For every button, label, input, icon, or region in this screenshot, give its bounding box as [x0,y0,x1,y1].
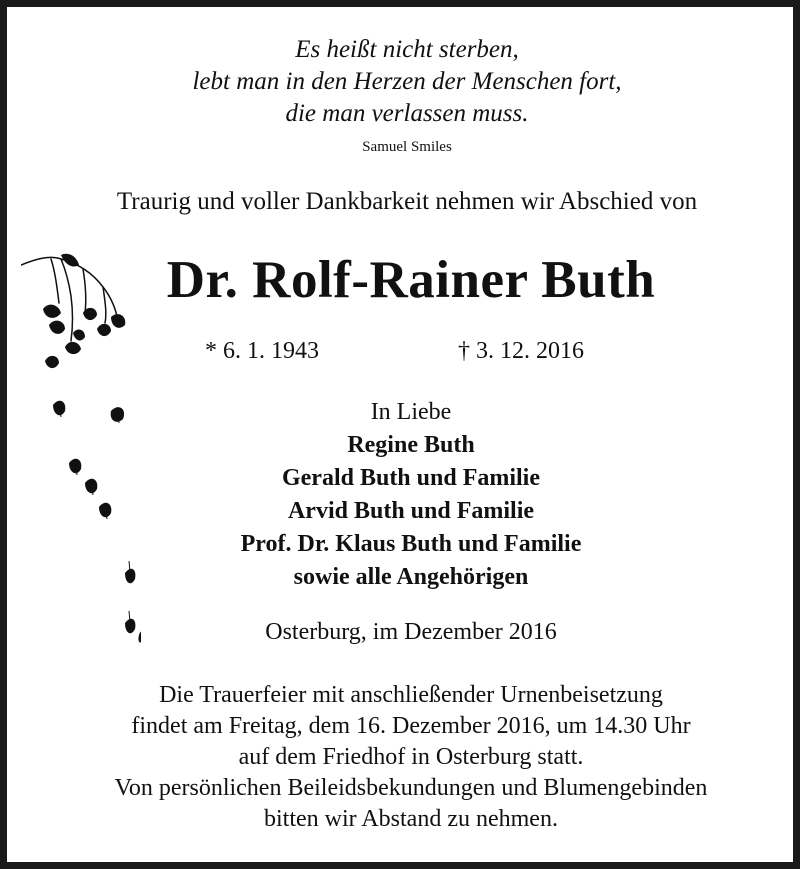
birth-date: * 6. 1. 1943 [205,338,319,364]
mourner-name: Gerald Buth und Familie [281,465,541,491]
mourner-name: Prof. Dr. Klaus Buth und Familie [240,531,582,557]
quote-author: Samuel Smiles [362,139,452,155]
notice-line: Von persönlichen Beileidsbekundungen und Blumengebinden [114,775,708,801]
quote-line: Es heißt nicht sterben, [295,36,519,63]
place-date: Osterburg, im Dezember 2016 [265,619,557,645]
memorial-quote [7,34,800,130]
mourner-name: Arvid Buth und Familie [287,498,535,524]
notice-line: Die Trauerfeier mit anschließender Urnenbeisetzung [159,682,663,708]
quote-line: die man verlassen muss. [285,100,529,127]
mourners-heading: In Liebe [370,399,452,425]
death-date: † 3. 12. 2016 [458,338,584,364]
mourners-list [11,396,800,594]
funeral-notice [11,680,800,835]
notice-line: auf dem Friedhof in Osterburg statt. [238,744,584,770]
quote-line: lebt man in den Herzen der Menschen fort, [192,68,622,95]
notice-line: bitten wir Abstand zu nehmen. [264,806,558,832]
intro-text: Traurig und voller Dankbarkeit nehmen wir Abschied von [116,188,698,215]
deceased-name: Dr. Rolf-Rainer Buth [166,251,656,309]
mourner-name: sowie alle Angehörigen [293,564,529,590]
notice-line: findet am Freitag, dem 16. Dezember 2016, um 14.30 Uhr [131,713,691,739]
mourner-name: Regine Buth [347,432,475,458]
